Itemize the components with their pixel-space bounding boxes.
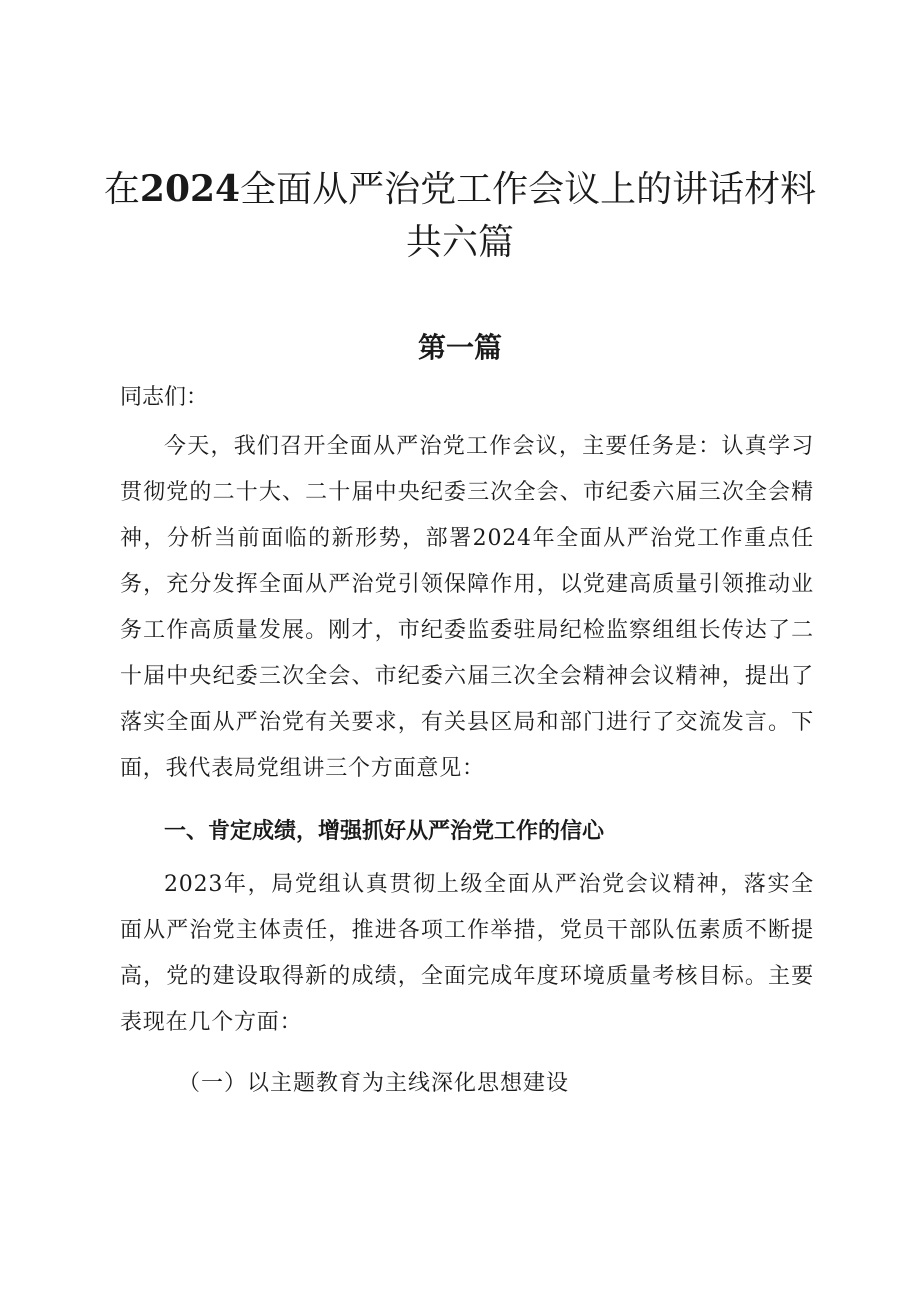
subheading-1: 一、肯定成绩，增强抓好从严治党工作的信心 [164,819,605,844]
document-title-line-1 [60,162,860,217]
body-paragraph-2: 2023年，局党组认真贯彻上级全面从严治党会议精神，落实全面从严治党主体责任，推进各项工作举措，党员干部队伍素质不断提高，党的建设取得新的成绩，全面完成年度环境质量考核目标。主要表现在几个方面： [120,872,814,1035]
title-suffix: 全面从严治党工作会议上的讲话材料 [240,169,817,210]
document-title-line-2: 共六篇 [405,222,514,263]
section-heading: 第一篇 [417,331,502,364]
body-paragraph-1: 今天，我们召开全面从严治党工作会议，主要任务是：认真学习贯彻党的二十大、二十届中央纪委三次全会、市纪委六届三次全会精神，分析当前面临的新形势，部署2024年全面从严治党工作重点任务，充分发挥全面从严治党引领保障作用，以党建高质量引领推动业务工作高质量发展。刚才，市纪委监委驻局纪检监察组组长传达了二十届中央纪委三次全会、市纪委六届三次全会精神会议精神，提出了落实全面从严治党有关要求，有关县区局和部门进行了交流发言。下面，我代表局党组讲三个方面意见： [120,434,814,781]
salutation: 同志们： [120,385,209,410]
item-heading-1: （一）以主题教育为主线深化思想建设 [178,1071,570,1096]
title-year: 2024 [139,168,241,210]
title-prefix: 在 [103,169,140,210]
